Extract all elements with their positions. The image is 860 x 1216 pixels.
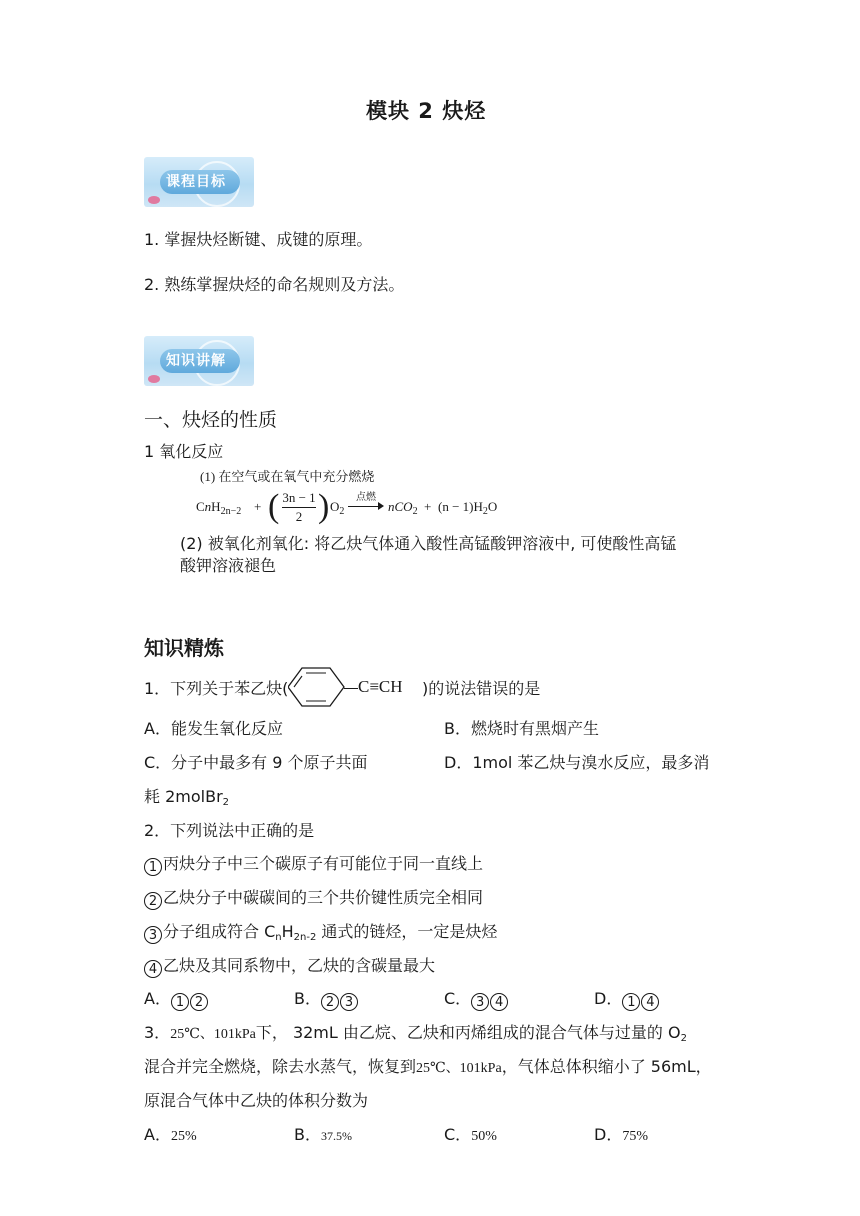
option-c: C．50% — [444, 1125, 497, 1144]
knowledge-label: 知识讲解 — [166, 353, 226, 369]
option-d: D．1mol 苯乙炔与溴水反应，最多消 — [444, 753, 710, 772]
statement-item: 2 乙炔分子中碳碳间的三个共价键性质完全相同 — [144, 887, 483, 910]
option-a: A．25% — [144, 1125, 197, 1144]
course-goal-label: 课程目标 — [166, 174, 226, 190]
option-c: C． 3 4 — [444, 988, 509, 1011]
flower-icon — [148, 196, 160, 204]
option-a: A． 1 2 — [144, 988, 209, 1011]
option-b: B．燃烧时有黑烟产生 — [444, 719, 599, 738]
knowledge-banner — [144, 336, 254, 386]
question-1-stem-suffix: )的说法错误的是 — [422, 679, 541, 698]
option-a: A．能发生氧化反应 — [144, 719, 283, 738]
question-3-line: 混合并完全燃烧，除去水蒸气，恢复到25℃、101kPa，气体总体积缩小了 56mL， — [144, 1057, 712, 1076]
statement-item: 3 分子组成符合 $C_nH_{2n-2}$ 通式的链烃，一定是炔烃 — [144, 921, 497, 949]
paragraph-line: (2) 被氧化剂氧化: 将乙炔气体通入酸性高锰酸钾溶液中, 可使酸性高锰 — [180, 534, 677, 553]
option-c: C．分子中最多有 9 个原子共面 — [144, 753, 368, 772]
question-3-line: 原混合气体中乙炔的体积分数为 — [144, 1091, 369, 1110]
question-2-stem: 2．下列说法中正确的是 — [144, 821, 315, 840]
statement-item: 1 丙炔分子中三个碳原子有可能位于同一直线上 — [144, 853, 483, 876]
option-d-continued: 耗 2molBr$_2$ — [144, 787, 230, 808]
page-title: 模块 2 炔烃 — [366, 99, 487, 123]
benzene-ring-icon — [288, 666, 348, 708]
bond-line — [344, 688, 358, 689]
statement-item: 4 乙炔及其同系物中，乙炔的含碳量最大 — [144, 955, 435, 978]
paragraph-line: 酸钾溶液褪色 — [180, 556, 277, 575]
goal-item: 2. 熟练掌握炔烃的命名规则及方法。 — [144, 275, 405, 294]
option-d: D． 1 4 — [594, 988, 660, 1011]
option-d: D．75% — [594, 1125, 648, 1144]
course-goal-banner — [144, 157, 254, 207]
ethynyl-group: C≡CH — [358, 677, 403, 696]
option-b: B． 2 3 — [294, 988, 359, 1011]
flower-icon — [148, 375, 160, 383]
question-1-stem-prefix: 1．下列关于苯乙炔( — [144, 679, 289, 698]
reaction-arrow-icon — [378, 502, 384, 510]
goal-item: 1. 掌握炔烃断键、成键的原理。 — [144, 230, 373, 249]
section-heading: 一、炔烃的性质 — [144, 409, 278, 431]
option-b: B．37.5% — [294, 1125, 352, 1144]
question-3-line: 3．25℃、101kPa下， 32mL 由乙烷、乙炔和丙烯组成的混合气体与过量的 $O_2$ — [144, 1023, 687, 1044]
practice-heading: 知识精炼 — [144, 636, 224, 660]
formula-caption: (1) 在空气或在氧气中充分燃烧 — [200, 469, 375, 484]
subsection-heading: 1 氧化反应 — [144, 442, 224, 461]
